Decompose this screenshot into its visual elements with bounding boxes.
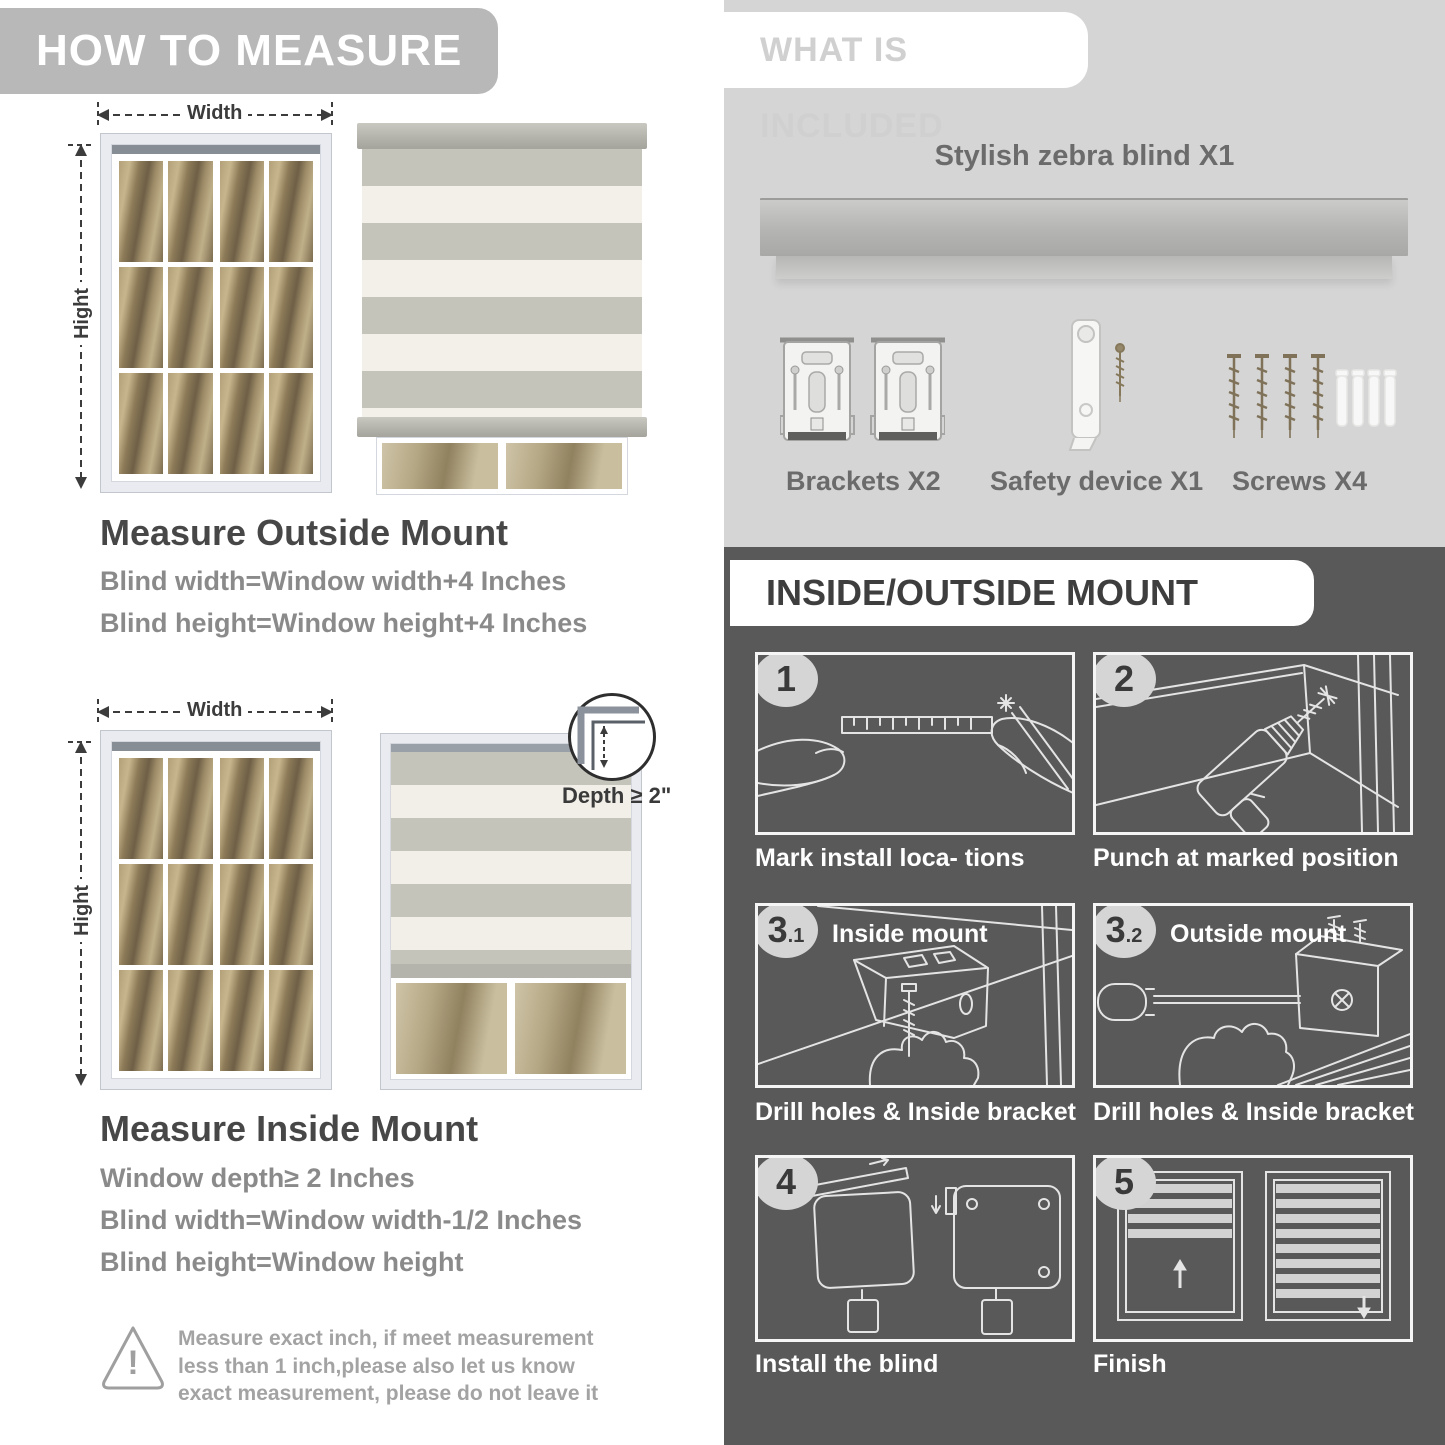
window-illustration-outside [100, 133, 332, 493]
outside-formula-width: Blind width=Window width+4 Inches [100, 566, 567, 596]
step-panel-1 [755, 652, 1075, 835]
outside-formula-height: Blind height=Window height+4 Inches [100, 608, 588, 638]
step-caption-3-2: Drill holes & Inside bracket [1093, 1098, 1414, 1126]
step-number-badge: 5 [1093, 1155, 1156, 1210]
step-panel-3-2 [1093, 903, 1413, 1088]
window-pane-left [119, 161, 213, 474]
width-label: Width [181, 699, 248, 722]
mount-instructions-section [724, 547, 1445, 1445]
what-is-included-section [724, 0, 1445, 547]
step-caption-5: Finish [1093, 1350, 1167, 1378]
step-panel-3-1 [755, 903, 1075, 1088]
outside-mount-title: Measure Outside Mount [100, 512, 509, 553]
step-number-badge: 3 .1 [755, 903, 818, 958]
step-number-badge: 2 [1093, 652, 1156, 707]
window-top-rail [112, 145, 320, 154]
step-number-badge: 4 [755, 1155, 818, 1210]
width-label: Width [181, 102, 248, 125]
inside-formula-depth: Window depth≥ 2 Inches [100, 1163, 415, 1193]
window-pane-right [220, 758, 314, 1071]
height-label: Hight [71, 879, 94, 942]
window-below-blind [376, 437, 628, 495]
depth-label: Depth ≥ 2" [562, 783, 672, 808]
width-arrow [93, 699, 337, 725]
step-caption-4: Install the blind [755, 1350, 939, 1378]
window-illustration-inside [100, 730, 332, 1090]
blind-bottomrail [391, 964, 631, 978]
blind-bottomrail [357, 417, 647, 437]
warning-exclamation: ! [127, 1344, 139, 1382]
inside-formula-width: Blind width=Window width-1/2 Inches [100, 1205, 583, 1235]
inside-formula-height: Blind height=Window height [100, 1247, 464, 1277]
depth-magnifier-icon [568, 693, 656, 781]
zebra-blind-illustration-outside [362, 123, 642, 495]
step-title: Outside mount [1170, 920, 1347, 948]
safety-device-icon [1054, 318, 1144, 468]
safety-device-label: Safety device X1 [990, 466, 1204, 496]
how-to-measure-header: HOW TO MEASURE [0, 8, 498, 94]
screws-label: Screws X4 [1232, 466, 1368, 496]
step-panel-4 [755, 1155, 1075, 1342]
window-below-blind [391, 978, 631, 1079]
brackets-icon [780, 330, 945, 460]
window-pane-left [119, 758, 213, 1071]
warning-triangle-icon [98, 1322, 168, 1392]
height-arrow [68, 140, 94, 490]
window-top-rail [112, 742, 320, 751]
blind-headrail [357, 123, 647, 149]
height-label: Hight [71, 282, 94, 345]
what-is-included-header: WHAT IS INCLUDED [724, 12, 1088, 88]
zebra-blind-headrail-image [760, 198, 1408, 279]
step-title: Inside mount [832, 920, 988, 948]
step-caption-1: Mark install loca- tions [755, 844, 1025, 872]
warning-text: Measure exact inch, if meet measurement less than 1 inch,please also let us know exact measurement, please do not leave it [178, 1327, 599, 1406]
step-caption-2: Punch at marked position [1093, 844, 1399, 872]
blind-stripes [362, 149, 642, 417]
inside-mount-title: Measure Inside Mount [100, 1108, 479, 1149]
step-panel-2 [1093, 652, 1413, 835]
height-arrow [68, 737, 94, 1087]
width-arrow [93, 102, 337, 128]
brackets-label: Brackets X2 [786, 466, 941, 496]
mount-header: INSIDE/OUTSIDE MOUNT [730, 560, 1314, 626]
step-caption-3-1: Drill holes & Inside bracket [755, 1098, 1076, 1126]
product-name: Stylish zebra blind X1 [934, 140, 1235, 172]
step-number-badge: 3 .2 [1093, 903, 1156, 958]
step-number-badge: 1 [755, 652, 818, 707]
step-panel-5 [1093, 1155, 1413, 1342]
depth-corner-detail [571, 696, 653, 778]
window-pane-right [220, 161, 314, 474]
screws-icon [1222, 352, 1402, 450]
